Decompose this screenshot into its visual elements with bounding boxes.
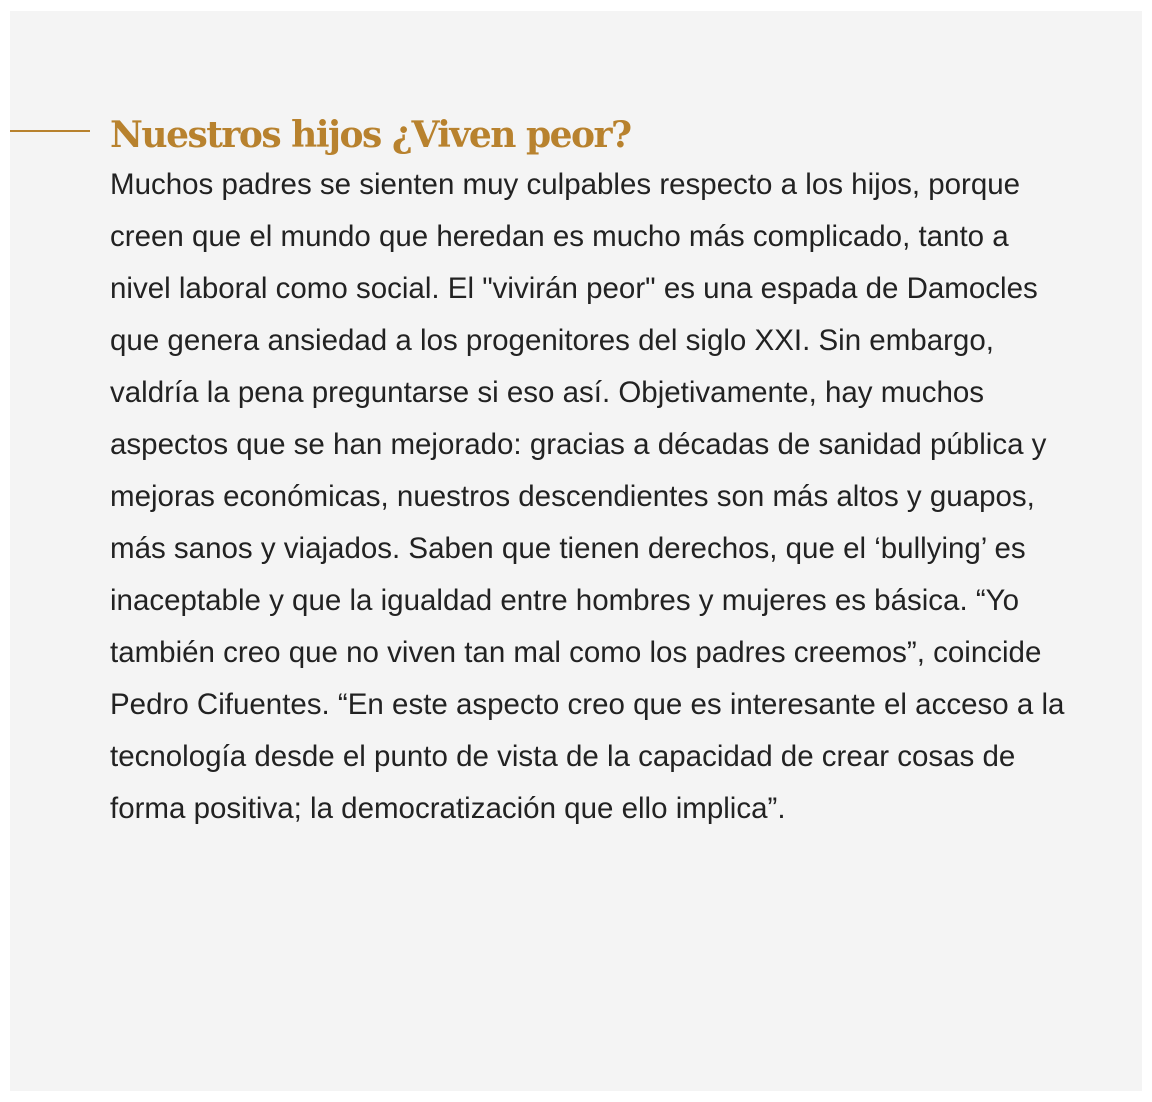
article-body: Muchos padres se sienten muy culpables respecto a los hijos, porque creen que el mundo que heredan es mucho más complicado, tanto a nivel laboral como social. El "vivirán peor" es una espada de Damocles que genera ansiedad a los progenitores del siglo XXI. Sin embargo, valdría la pena preguntarse si eso así. Objetivamente, hay muchos aspectos que se han mejorado: gracias a décadas de sanidad pública y mejoras económicas, nuestros descendientes son más altos y guapos, más sanos y viajados. Saben que tienen derechos, que el ‘bullying’ es inaceptable y que la igualdad entre hombres y mujeres es básica. “Yo también creo que no viven tan mal como los padres creemos”, coincide Pedro Cifuentes. “En este aspecto creo que es interesante el acceso a la tecnología desde el punto de vista de la capacidad de crear cosas de forma positiva; la democratización que ello implica”. — [110, 168, 1065, 825]
article-title: Nuestros hijos ¿Viven peor? — [110, 114, 631, 156]
article-box — [10, 11, 1142, 1091]
accent-rule — [10, 130, 90, 132]
article-content — [110, 111, 1070, 835]
